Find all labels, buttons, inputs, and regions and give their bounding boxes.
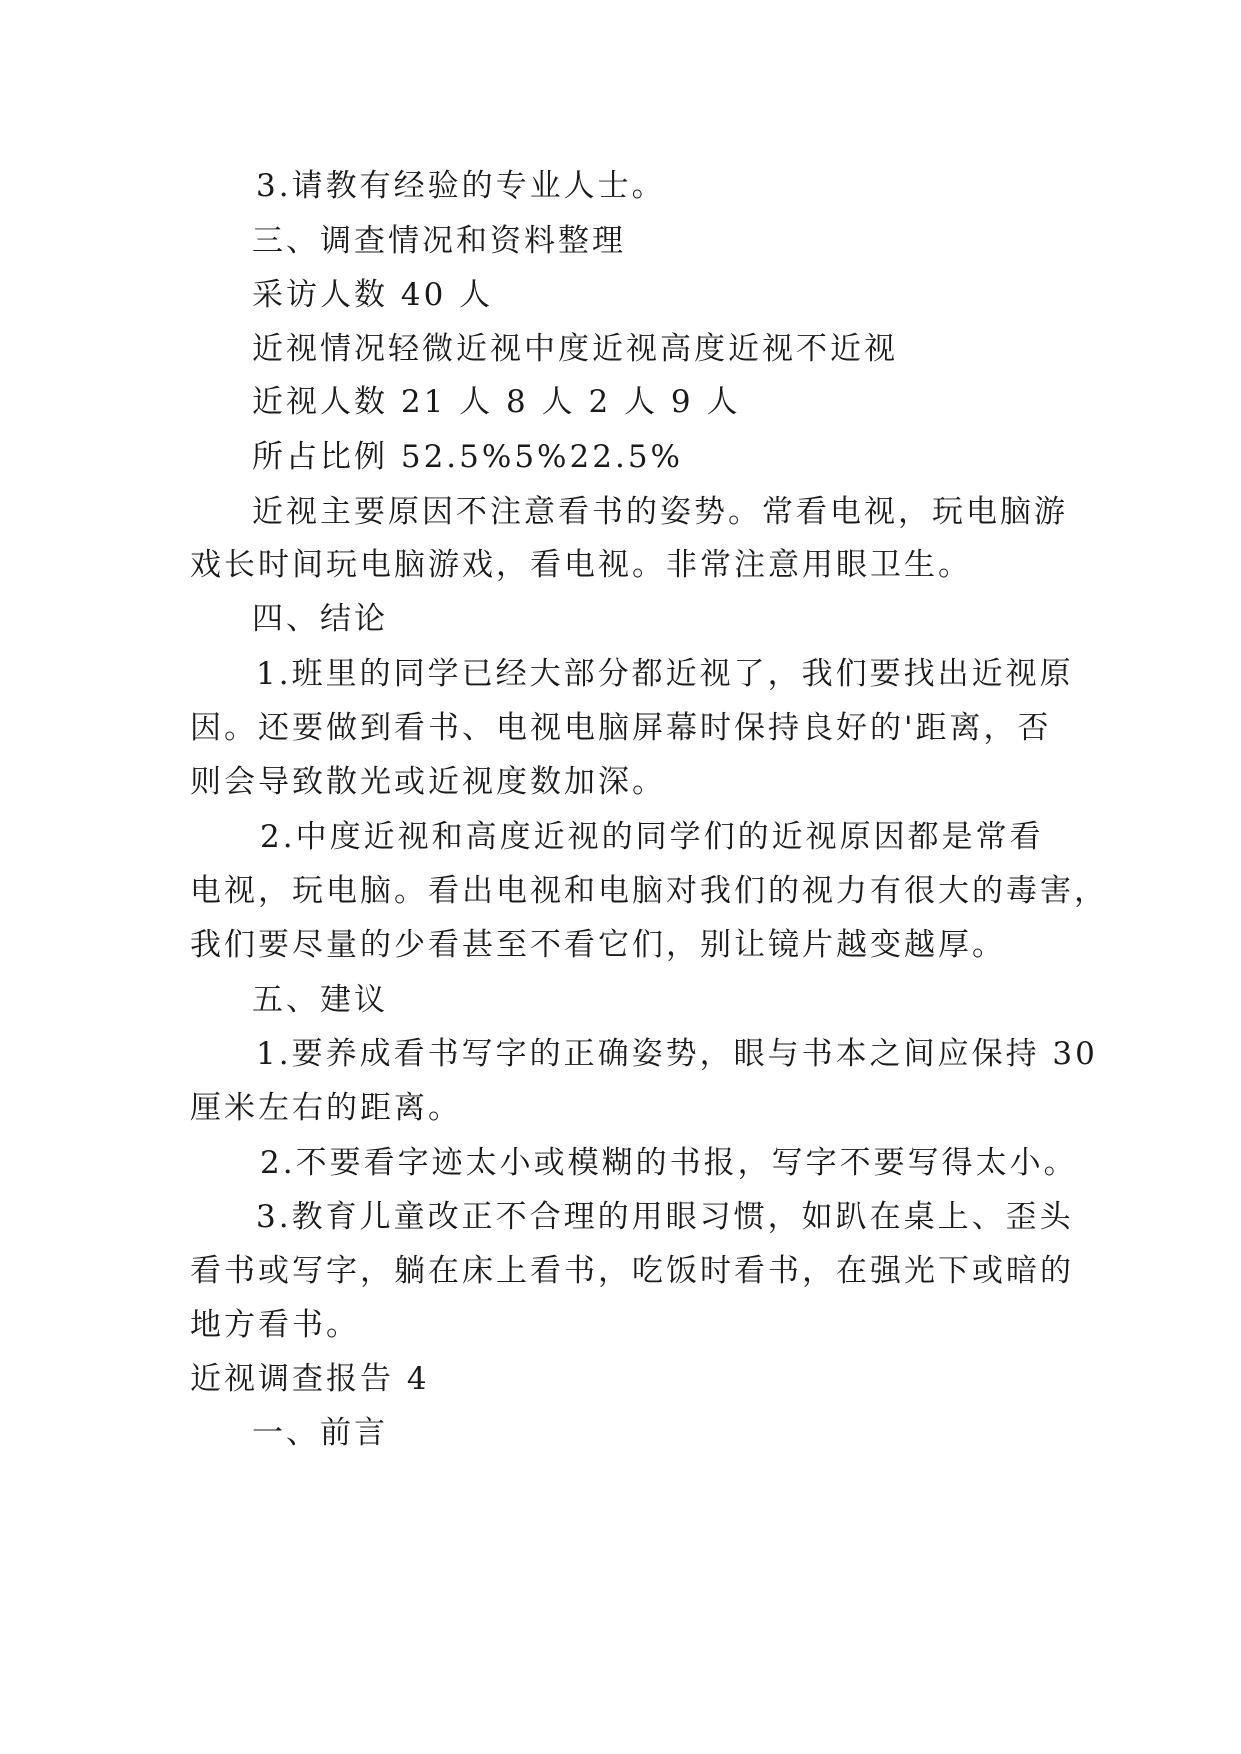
section-heading: 三、调查情况和资料整理: [252, 223, 626, 259]
text-line: 近视主要原因不注意看书的姿势。常看电视，玩电脑游: [252, 494, 1068, 530]
text-line: 3.教育儿童改正不合理的用眼习惯，如趴在桌上、歪头: [256, 1199, 1074, 1235]
text-line: 看书或写字，躺在床上看书，吃饭时看书，在强光下或暗的: [190, 1253, 1074, 1289]
text-line: 1.班里的同学已经大部分都近视了，我们要找出近视原: [256, 656, 1074, 692]
text-line: 厘米左右的距离。: [190, 1090, 462, 1126]
text-line: 地方看书。: [190, 1307, 360, 1343]
section-heading: 一、前言: [252, 1415, 388, 1451]
text-line: 采访人数 40 人: [252, 277, 494, 313]
text-line: 我们要尽量的少看甚至不看它们，别让镜片越变越厚。: [190, 927, 1006, 963]
text-line: 所占比例 52.5%5%22.5%: [252, 439, 683, 475]
text-line: 2.中度近视和高度近视的同学们的近视原因都是常看: [260, 819, 1044, 855]
text-line: 戏长时间玩电脑游戏，看电视。非常注意用眼卫生。: [190, 547, 972, 583]
document-title: 近视调查报告 4: [190, 1361, 430, 1397]
text-line: 2.不要看字迹太小或模糊的书报，写字不要写得太小。: [260, 1145, 1078, 1181]
text-line: 1.要养成看书写字的正确姿势，眼与书本之间应保持 30: [256, 1036, 1098, 1072]
text-line: 3.请教有经验的专业人士。: [256, 168, 666, 204]
text-line: 则会导致散光或近视度数加深。: [190, 764, 666, 800]
text-line: 近视人数 21 人 8 人 2 人 9 人: [252, 384, 741, 420]
section-heading: 五、建议: [252, 982, 388, 1018]
text-line: 因。还要做到看书、电视电脑屏幕时保持良好的'距离，否: [190, 710, 1052, 746]
section-heading: 四、结论: [252, 601, 388, 637]
text-line: 电视，玩电脑。看出电视和电脑对我们的视力有很大的毒害，: [190, 873, 1108, 909]
text-line: 近视情况轻微近视中度近视高度近视不近视: [252, 331, 898, 367]
